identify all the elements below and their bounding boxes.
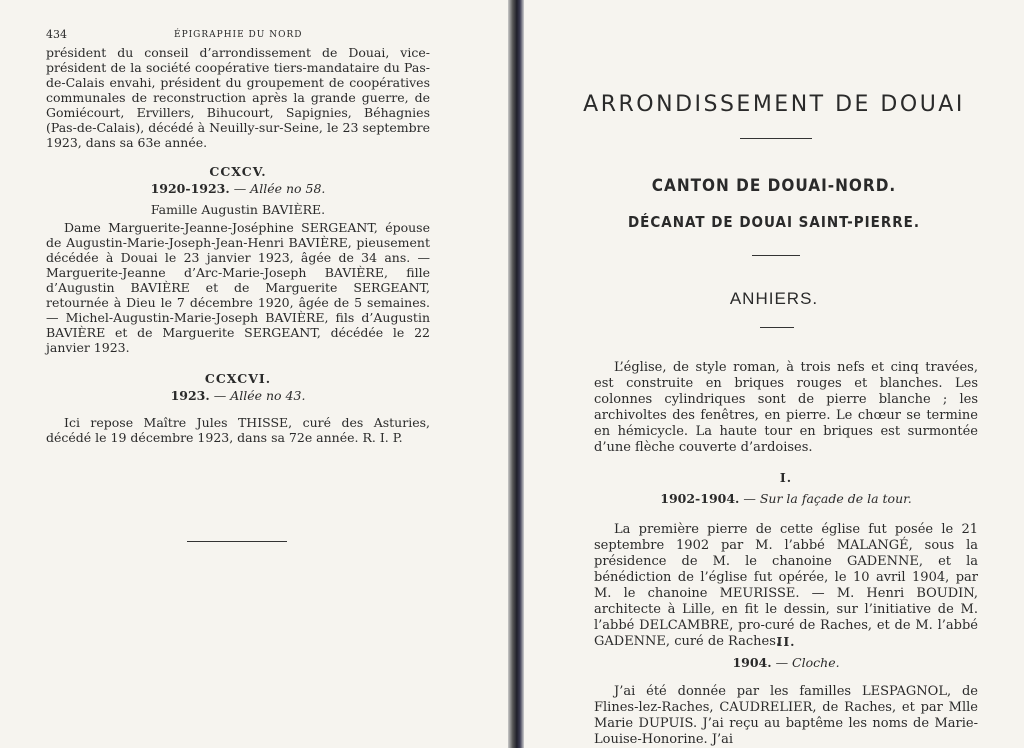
church-description: L’église, de style roman, à trois nefs et cinq travées, est construite en briques rouges et blanches. Les colonnes cylindriques sont de pierre blanche ; les archivoltes des fenêtres, en pierre. Le chœur se termine en hémicycle. La haute tour en briques est surmontée d’une flèche couverte d’ardoises.	[594, 360, 978, 455]
running-head: ÉPIGRAPHIE DU NORD	[174, 30, 303, 40]
section-text: La première pierre de cette église fut posée le 21 septembre 1902 par M. l’abbé MALANGÉ, sous la présidence de M. le chanoine GADENNE, et la bénédiction de l’église fut opérée, le 10 avril 1904, par M. le chanoine MEURISSE. — M. Henri BOUDIN, architecte à Lille, en fit le dessin, sur l’initiative de M. l’abbé DELCAMBRE, pro-curé de Raches, et de M. l’abbé GADENNE, curé de Raches.	[594, 522, 978, 649]
section-number: I.	[779, 470, 793, 485]
section-date: 1902-1904.	[660, 491, 740, 506]
section-date: 1920-1923.	[150, 181, 230, 196]
section-text: Dame Marguerite-Jeanne-Joséphine SERGEANT, épouse de Augustin-Marie-Joseph-Jean-Henri BAVIÈRE, pieusement décédée à Douai le 23 janvier 1923, âgée de 34 ans. — Marguerite-Jeanne d’Arc-Marie-Joseph BAVIÈRE, fille d’Augustin BAVIÈRE et de Marguerite SERGEANT, retournée à Dieu le 7 décembre 1920, âgée de 5 semaines. — Michel-Augustin-Marie-Joseph BAVIÈRE, fils d’Augustin BAVIÈRE et de Marguerite SERGEANT, décédée le 22 janvier 1923.	[46, 220, 430, 355]
canton-heading: CANTON DE DOUAI-NORD.	[651, 176, 897, 196]
section-text: Ici repose Maître Jules THISSE, curé des Asturies, décédé le 19 décembre 1923, dans sa 72e année. R. I. P.	[46, 415, 430, 445]
section-date: 1923.	[170, 388, 210, 403]
parish-heading: ANHIERS.	[729, 289, 819, 308]
page-title: ARRONDISSEMENT DE DOUAI	[583, 92, 965, 117]
section-location: — Sur la façade de la tour.	[743, 491, 912, 506]
section-date-line	[594, 491, 978, 506]
left-page-header	[46, 28, 468, 41]
section-number: CCXCV.	[209, 164, 267, 179]
section-location: — Cloche.	[775, 655, 840, 670]
section-location: — Allée no 43.	[213, 388, 306, 403]
section-date: 1904.	[732, 655, 772, 670]
section-text: J’ai été donnée par les familles LESPAGNOL, de Flines-lez-Raches, CAUDRELIER, de Raches, et par Mlle Marie DUPUIS. J’ai reçu au baptême les noms de Marie-Louise-Honorine. J’ai	[594, 684, 978, 747]
section-date-line	[46, 181, 430, 196]
section-date-line	[594, 655, 978, 670]
section-location: — Allée no 58.	[233, 181, 326, 196]
page-number: 434	[46, 28, 67, 41]
heading-rule	[752, 255, 800, 256]
family-heading: Famille Augustin BAVIÈRE.	[150, 202, 326, 217]
decanat-heading: DÉCANAT DE DOUAI SAINT-PIERRE.	[627, 213, 921, 231]
section-number: II.	[776, 634, 796, 649]
parish-rule	[760, 327, 794, 328]
left-page	[0, 0, 508, 748]
right-page	[524, 0, 1024, 748]
end-rule	[187, 541, 287, 542]
section-number: CCXCVI.	[204, 371, 272, 386]
section-date-line	[46, 388, 430, 403]
book-spine	[508, 0, 524, 748]
intro-paragraph: président du conseil d’arrondissement de Douai, vice-président de la société coopérative tiers-mandataire du Pas-de-Calais envahi, président du groupement de coopératives communales de reconstruction après la grande guerre, de Gomiécourt, Ervillers, Bihucourt, Sapignies, Béhagnies (Pas-de-Calais), décédé à Neuilly-sur-Seine, le 23 septembre 1923, dans sa 63e année.	[46, 45, 430, 150]
title-rule	[740, 138, 812, 139]
